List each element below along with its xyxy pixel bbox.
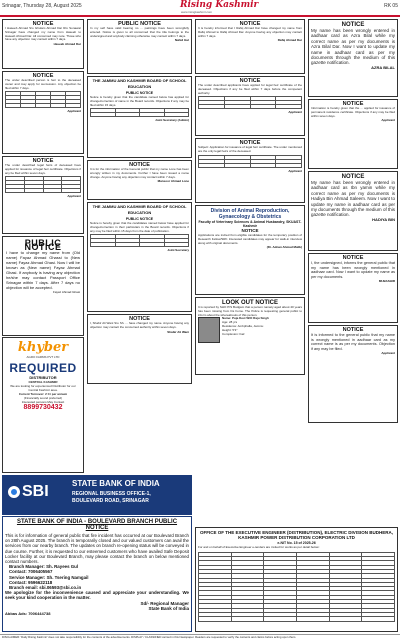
sbi-paragraph: This is for information of general public that fire incident has occurred at our Boulevard Branch on 28th August 2025. The branch is temporarily closed and our valued customers can avail the services from our nearby branch. The updates on branch re-opening status will be conveyed in due course. Further, it is requested to our esteemed customers who have availed Safe Deposit Locker facility at our Boulevard Branch, may please contact the branch on below mentioned contact numbers. (5, 533, 189, 565)
sbi-notice (2, 516, 192, 632)
missing-person-photo (198, 317, 220, 343)
notice-box (195, 19, 305, 74)
sbi-contact-item: Service Manager: Sh. Tsering Namgail (9, 574, 89, 580)
board-title: THE JAMMU AND KASHMIR BOARD OF SCHOOL EDUCATION (92, 78, 187, 89)
masthead (0, 0, 400, 17)
notice-signature: Shabir Ali Wani (167, 329, 189, 334)
notice-box (308, 19, 398, 97)
sbi-ref: Abbas Ads: 7006444738 (5, 610, 51, 616)
notice-title: NOTICE (239, 21, 261, 27)
division-notice (195, 205, 305, 295)
notice-title: NOTICE (32, 158, 54, 164)
candidate-table (90, 108, 189, 117)
heirs-table (198, 155, 302, 168)
lookout-body: It is reported by SHO P/S Budgam that a person namely aged about 40 years has been missing from his home. The Police is requesting general public to inform about the whereabouts of this person. (198, 305, 302, 317)
bank-region: REGIONAL BUSINESS OFFICE-1, (72, 491, 151, 497)
issue-date: Srinagar, Thursday 28, August 2025 (2, 3, 82, 9)
notice-signature: Joint Secretary (167, 248, 189, 253)
area-text: CENTRAL KASHMIR (28, 380, 58, 384)
public-notice-body: I have to change my name from (Old name) Fayaz Ahmad Ghassi to (New name) Fayaz Ahmad Ghasi. Now I will be known as (New name) Fayaz Ahmad Ghasi. If anybody is having any objection he/she may contact Passport Office Srinagar within 7 days. After 7 days no objection will be accepted. (6, 250, 80, 290)
board-subtitle: PUBLIC NOTICE (125, 217, 154, 221)
notice-signature: Haseeb Ahmad Dar (53, 42, 81, 47)
khyber-subtitle: AGRO FARMS PVT LTD (26, 355, 60, 359)
notice-box (2, 71, 84, 154)
tender-title: OFFICE OF THE EXECUTIVE ENGINEER (DISTRIBUTION), ELECTRIC DIVISION BUDHERA, KASHMIR POWER DISTRIBUTION CORPORATION LTD (199, 530, 393, 540)
lookout-field: Age: 28 yrs (222, 320, 238, 325)
ad-line: We are looking for experienced Distributor for our (10, 384, 76, 388)
website: www.risingkashmir.com (181, 10, 213, 14)
notice-body: It is for the information of the General public that my name Lone has been wrongly written in my documents. Further I have been issued a name change. Anyone having any objection may contact within 7 days. (90, 167, 189, 179)
division-title: Division of Animal Reproduction, Gynaecology & Obstetrics (210, 208, 290, 220)
ad-line: (Financially sound preferred) (23, 396, 63, 400)
page-number: RK 05 (384, 3, 398, 9)
notice-box (308, 99, 398, 169)
notice-body: I, the undersigned, informs the general public that my name has been wrongly mentioned in aadhaar card. Now I want to update my name as per my documents. (311, 261, 395, 279)
notice-title: NOTICE (32, 73, 54, 79)
notice-signature: Joint Secretary (Admin) (155, 118, 189, 123)
board-notice-box (87, 202, 192, 312)
notice-body: Notice is hereby given that the candidates named below have applied for change/correction in their particulars in the Board records. Objections if any may be filed within 15 days from the date of publication. (90, 221, 189, 233)
notice-body: In my self have valid bearing no ... paintings have been wrongfully entered. Notice is given to all concerned that the title belongs to the undersigned and anybody claiming otherwise may contact within 7 days. (90, 26, 189, 38)
division-signature: (Dr. Adnan Ahmad Malik) (266, 245, 302, 250)
heirs-table (5, 91, 81, 108)
notice-box (2, 19, 84, 69)
tender-notice (195, 527, 398, 632)
notice-signature: Applicant (67, 194, 81, 199)
board-notice-box (87, 76, 192, 158)
heirs-table (5, 176, 81, 193)
notice-box (308, 325, 398, 423)
column-4 (308, 19, 398, 425)
notice-signature: Nahid Gul (174, 38, 189, 43)
notice-body: The under described person is heir to the deceased owner and may apply for succession. Any objection be filed within 7 days. (5, 78, 81, 90)
notice-signature: HADIYA BIN (372, 216, 395, 222)
sbi-contact-item[interactable]: Branch email: sbi.06593@sbi.co.in (9, 585, 82, 591)
notice-box (308, 253, 398, 323)
notice-title: NOTICE (32, 21, 54, 27)
column-2 (87, 19, 192, 386)
notice-title: NOTICE (239, 140, 261, 146)
lookout-field: Name: Puja Devi W/O Raju Singh (222, 316, 269, 321)
notice-title: NOTICE (342, 327, 364, 333)
candidate-table (90, 234, 189, 247)
notice-title: NOTICE (129, 316, 150, 322)
notice-body: The under described legal heirs of deceased have applied for issuance of legal heir certificate. Objections if any be filed within seven days. (5, 163, 81, 175)
notice-signature: Rafiq Ahmad Dar (277, 38, 302, 43)
public-notice-box (87, 19, 192, 74)
bank-place: BOULEVARD ROAD, SRINAGAR (72, 498, 149, 504)
notice-title: NOTICE (342, 101, 364, 107)
sbi-sign: State Bank of India (148, 605, 189, 611)
notice-body: It is informed to the general public that my name is wrongly mentioned in aadhaar card as my correct name is as per my documents. Objection if any may be filed. (311, 333, 395, 351)
contact-label: Interested persons May Contact (21, 400, 65, 404)
notice-signature: Applicant (288, 168, 302, 173)
column-1 (2, 19, 84, 338)
lookout-title: LOOK OUT NOTICE (222, 300, 278, 306)
notice-box (195, 138, 305, 203)
notice-box (87, 160, 192, 200)
lookout-field: Complexion: Fair (222, 331, 245, 336)
ad-line: Current Turnover: 2 Cr per annum (18, 392, 68, 396)
notice-signature: MUBASHIR (378, 279, 395, 284)
notice-box (308, 171, 398, 251)
division-subtitle: Faculty of Veterinary Sciences & Animal Husbandry, SKUAST-Kashmir (198, 220, 302, 228)
sbi-contact-item: Contact: 7006405567 (9, 569, 53, 575)
notice-title: NOTICE (341, 174, 365, 180)
division-heading: NOTICE (241, 228, 259, 233)
required-heading: REQUIRED (9, 361, 77, 375)
ad-line: Central Kashmir area. (28, 388, 58, 392)
notice-body: My name has been wrongly entered in aadhaar card as Ibn yamin while my correct name as per my documents is Hadiya Bin Ahmad Saleem. Now I want to update my name in aadhaar card as per my documents through the medium of this gazette notification. (311, 180, 395, 218)
sbi-logo-icon: SBI (8, 483, 49, 501)
board-title: THE JAMMU AND KASHMIR BOARD OF SCHOOL EDUCATION (92, 204, 187, 215)
notice-title: NOTICE (341, 22, 365, 28)
notice-body: Notice is hereby given that the candidate named below has applied for change/correction of name in the Board records. Objections if any may be filed within 15 days. (90, 95, 189, 107)
lookout-field: Residence: Ambphalla, Jammu (222, 323, 264, 328)
role-heading: DISTRIBUTOR (29, 375, 57, 380)
board-subtitle: PUBLIC NOTICE (125, 91, 154, 95)
notice-title: PUBLIC NOTICE (118, 21, 161, 27)
column-3 (195, 19, 305, 375)
khyber-logo: khyber (17, 340, 69, 355)
public-notice-title: PUBLIC NOTICE (24, 238, 62, 252)
bank-name: STATE BANK OF INDIA (72, 479, 160, 488)
khyber-ad (2, 337, 84, 473)
heirs-table (198, 96, 302, 109)
notice-signature: AZRA BILAL (371, 64, 395, 70)
sbi-sign: Sd/- Regional Manager (140, 600, 189, 606)
notice-title: NOTICE (129, 162, 150, 168)
notice-signature: Applicant (288, 110, 302, 115)
notice-body: Information is hereby given that the ... applied for issuance of permanent residence certificate. Objections if any may be filed within seven days. (311, 106, 395, 118)
notice-body: I, Shabir Ali Wani S/o Sh. ... have changed my name. Anyone having any objection may contact the concerned authority within seven days. (90, 321, 189, 329)
notice-signature: Mansoor Ahmad Lone (157, 179, 189, 184)
notice-signature: Applicant (381, 118, 395, 123)
notice-signature: Applicant (67, 109, 81, 114)
tender-subtitle: e-NIT No. 15 of 2025-26 (277, 541, 316, 545)
sbi-notice-title: STATE BANK OF INDIA - BOULEVARD BRANCH PUBLIC NOTICE (16, 519, 178, 531)
division-body: Applications are invited from eligible candidates for the temporary position of Research Fellow/SRF. Interested candidates may appear for walk-in interview along with original documents. (198, 233, 302, 245)
tender-body: For and on behalf of Executive Engineer e-tenders are invited for works as per detail below: (198, 545, 320, 549)
notice-body: It is hereby informed that I Rafiq Ahmad Dar have changed my name from Rafiq Ahmad to Rafiq Ahmad Dar. Anyone having any objection may contact within 7 days. (198, 26, 302, 38)
newspaper-logo: Rising Kashmir (180, 0, 259, 10)
sbi-contact-item: Contact: 9596622118 (9, 579, 53, 585)
notice-body: I Haseeb Ahmad S/o Ghulam Ahmad Dar R/o Sonawar Srinagar have changed my name from Haseeb to Haseeb Ahmad Dar. All concerned may note. Those who have any objection may contact within 7 days. (5, 26, 81, 42)
contact-phone: 8899730432 (23, 404, 63, 411)
tender-table (198, 552, 395, 622)
sbi-contact-item: Branch Manager: Sh. Rayees Gul (9, 564, 79, 570)
notice-box (87, 314, 192, 384)
notice-box (195, 76, 305, 136)
notice-body: The under described applicants have applied for legal heir certificate of the deceased. Objections if any be filed within 7 days before the competent authority. (198, 83, 302, 95)
notice-title: NOTICE (342, 255, 364, 261)
notice-body: Subject: Application for issuance of legal heir certificate. The under mentioned are the only legal heirs of the deceased. (198, 145, 302, 153)
lookout-field: Height: 5'3'' (222, 327, 238, 332)
notice-signature: Applicant (381, 351, 395, 356)
sbi-banner (2, 475, 192, 515)
notice-box (2, 156, 84, 234)
disclaimer-footer: DISCLAIMER: 'Daily Rising Kashmir' does not take responsibility for the contents of the advertisements. DISPLAY / CLASSIFIED carried in this Newspaper. Readers are requested to verify the contents and claims before acting upon them. (0, 634, 400, 642)
public-notice-box (2, 236, 84, 336)
sbi-paragraph: We apologize for the inconvenience caused and appreciate your understanding. We seek your kind cooperation in the matter. (5, 590, 189, 601)
lookout-notice (195, 297, 305, 375)
notice-body: My name has been wrongly entered in aadhaar card as Azra Bilal while my correct name as per my documents is Azra Bilal Dar. Now I want to update my name in aadhaar card as per my documents through the medium of this gazette notification. (311, 28, 395, 66)
public-notice-signature: Fayaz Ahmad Ghasi (52, 290, 80, 294)
notice-title: NOTICE (239, 78, 261, 84)
